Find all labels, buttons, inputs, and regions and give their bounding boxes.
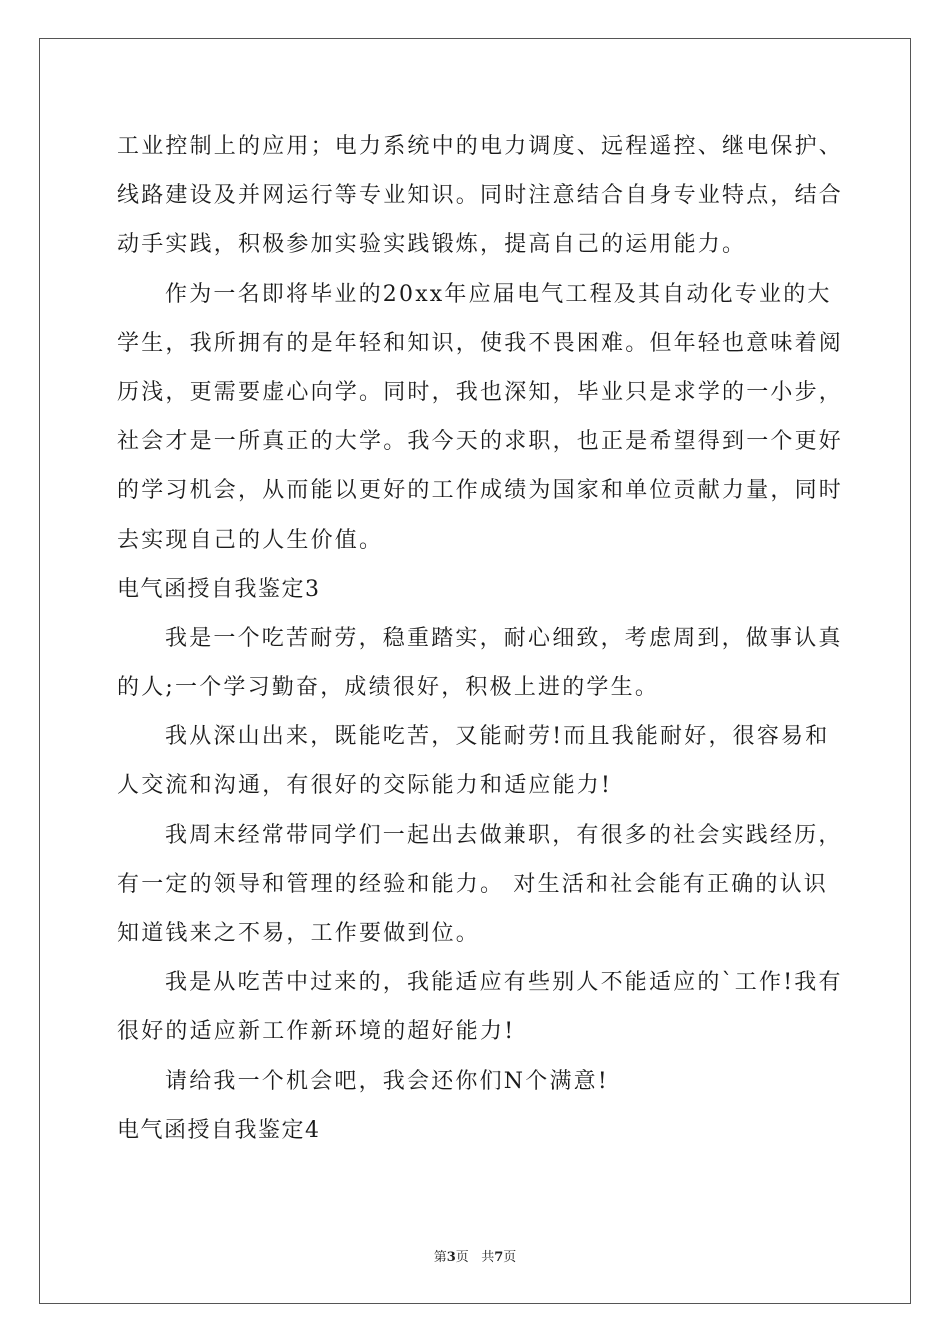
- text-line: 线路建设及并网运行等专业知识。同时注意结合自身专业特点，结合: [117, 183, 844, 209]
- text-line: 很好的适应新工作新环境的超好能力!: [117, 1019, 516, 1045]
- total-prefix: 共: [481, 1250, 495, 1265]
- text-line: 学生，我所拥有的是年轻和知识，使我不畏困难。但年轻也意味着阅: [117, 330, 844, 356]
- text-line: 社会才是一所真正的大学。我今天的求职，也正是希望得到一个更好: [117, 429, 844, 455]
- text-line: 我从深山出来，既能吃苦，又能耐劳!而且我能耐好，很容易和: [165, 724, 830, 750]
- section-heading: 电气函授自我鉴定4: [117, 1117, 321, 1143]
- text-line: 我是从吃苦中过来的，我能适应有些别人不能适应的`工作!我有: [165, 970, 843, 996]
- page-footer: [0, 1246, 950, 1265]
- page-number: 3: [446, 1250, 456, 1265]
- page-prefix: 第: [433, 1250, 447, 1265]
- text-line: 我是一个吃苦耐劳，稳重踏实，耐心细致，考虑周到，做事认真: [165, 625, 843, 651]
- page-suffix: 页: [455, 1250, 469, 1265]
- section-heading: 电气函授自我鉴定3: [117, 576, 321, 602]
- text-line: 的学习机会，从而能以更好的工作成绩为国家和单位贡献力量，同时: [117, 478, 844, 504]
- text-line: 我周末经常带同学们一起出去做兼职，有很多的社会实践经历，: [165, 822, 843, 848]
- text-line: 有一定的领导和管理的经验和能力。 对生活和社会能有正确的认识: [117, 871, 828, 897]
- text-line: 动手实践，积极参加实验实践锻炼，提高自己的运用能力。: [117, 232, 747, 258]
- text-line: 知道钱来之不易，工作要做到位。: [117, 921, 481, 946]
- document-body: [117, 122, 844, 1155]
- total-pages: 7: [494, 1250, 504, 1265]
- text-line: 历浅，更需要虚心向学。同时，我也深知，毕业只是求学的一小步，: [117, 379, 844, 405]
- text-line: 去实现自己的人生价值。: [117, 527, 384, 553]
- total-suffix: 页: [503, 1250, 517, 1265]
- text-line: 作为一名即将毕业的20xx年应届电气工程及其自动化专业的大: [165, 281, 832, 307]
- text-line: 的人;一个学习勤奋，成绩很好，积极上进的学生。: [117, 675, 660, 701]
- text-line: 工业控制上的应用；电力系统中的电力调度、远程遥控、继电保护、: [117, 134, 844, 159]
- text-line: 人交流和沟通，有很好的交际能力和适应能力!: [117, 773, 613, 799]
- text-line: 请给我一个机会吧，我会还你们N个满意!: [165, 1068, 609, 1094]
